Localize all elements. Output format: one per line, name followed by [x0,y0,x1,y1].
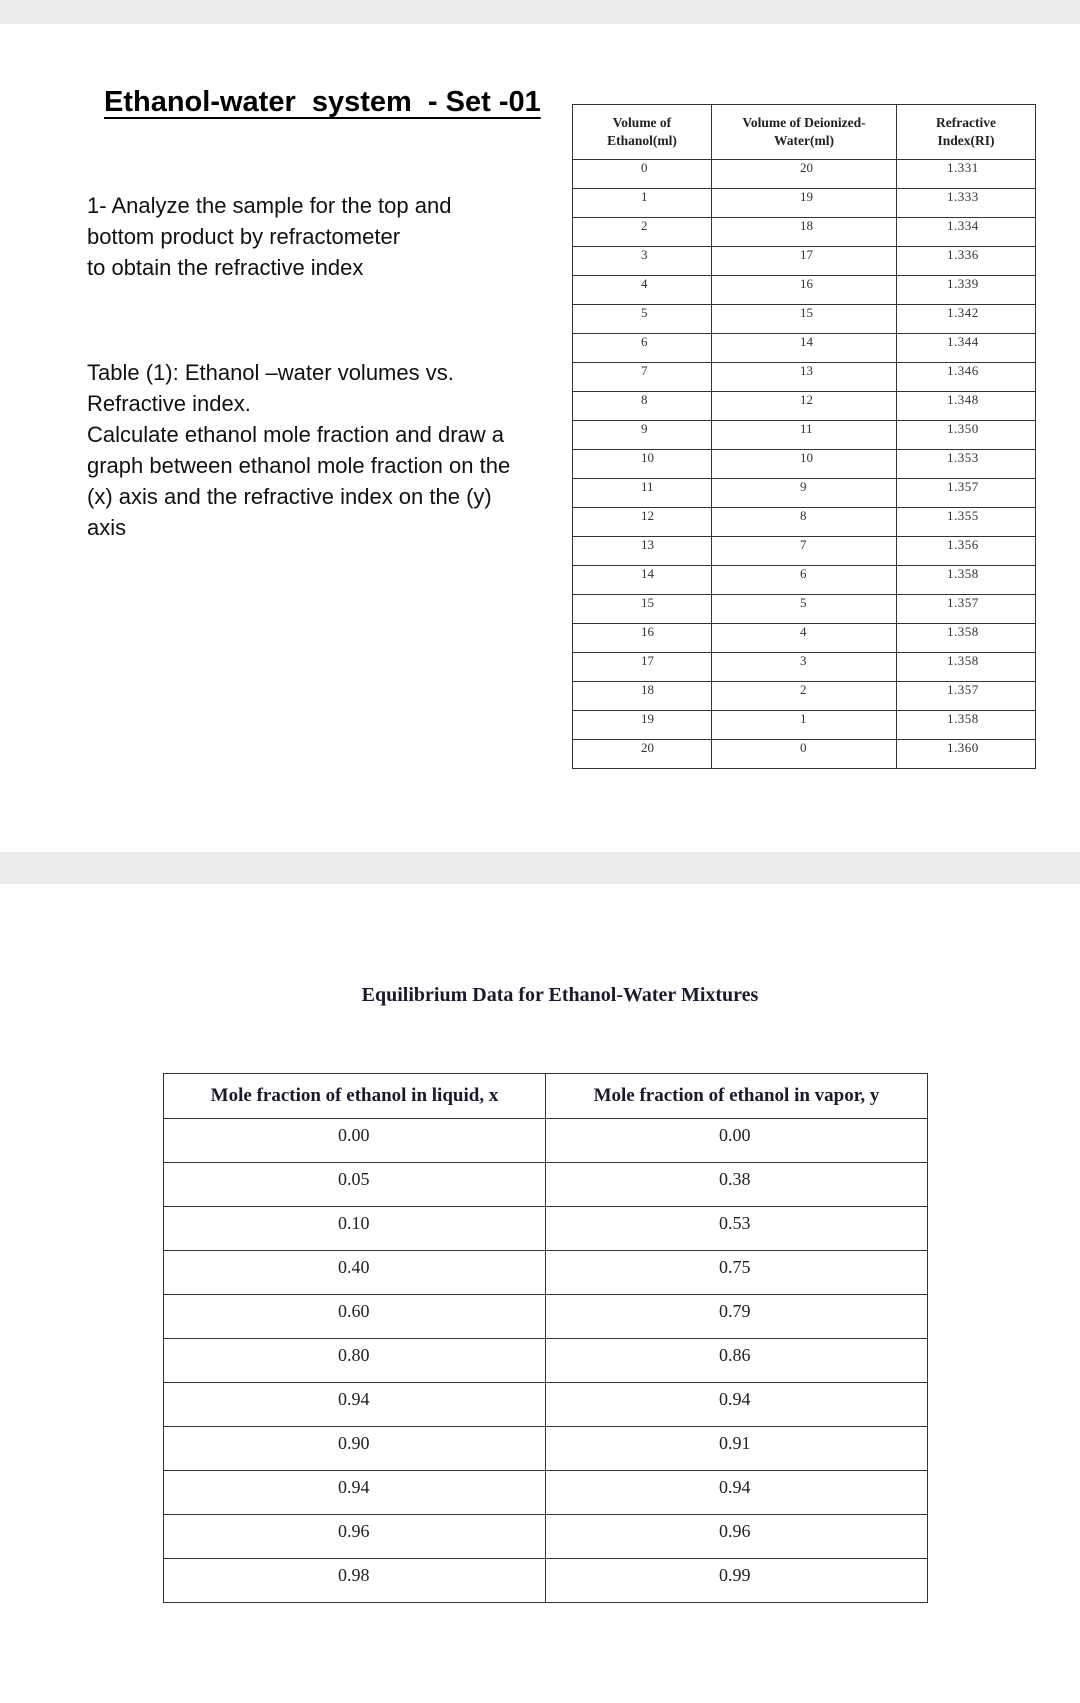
cell-ethanol-volume: 1 [573,189,712,218]
cell-vapor-mole-fraction: 0.53 [546,1207,928,1251]
cell-water-volume: 10 [712,450,897,479]
table-row [164,1295,928,1339]
instruction-text: 1- Analyze the sample for the top and bottom product by refractometer to obtain the refractive index [87,193,452,280]
cell-water-volume: 2 [712,682,897,711]
cell-ethanol-volume: 19 [573,711,712,740]
cell-refractive-index: 1.358 [897,711,1036,740]
cell-water-volume: 15 [712,305,897,334]
cell-refractive-index: 1.358 [897,566,1036,595]
cell-vapor-mole-fraction: 0.86 [546,1339,928,1383]
table-row [164,1207,928,1251]
table-row [164,1515,928,1559]
table-row [573,421,1036,450]
cell-vapor-mole-fraction: 0.94 [546,1383,928,1427]
cell-water-volume: 11 [712,421,897,450]
table-header-row [164,1074,928,1119]
cell-water-volume: 13 [712,363,897,392]
table-row [164,1427,928,1471]
cell-refractive-index: 1.334 [897,218,1036,247]
page-title: Ethanol-water system - Set -01 [104,86,541,118]
cell-water-volume: 18 [712,218,897,247]
table-row [573,305,1036,334]
header-vapor-mole-fraction: Mole fraction of ethanol in vapor, y [546,1074,928,1119]
cell-refractive-index: 1.353 [897,450,1036,479]
table-row [164,1559,928,1603]
cell-water-volume: 14 [712,334,897,363]
cell-water-volume: 17 [712,247,897,276]
cell-refractive-index: 1.357 [897,595,1036,624]
table-row [573,479,1036,508]
cell-water-volume: 12 [712,392,897,421]
table-row [573,566,1036,595]
cell-refractive-index: 1.357 [897,479,1036,508]
cell-refractive-index: 1.348 [897,392,1036,421]
table-row [164,1339,928,1383]
table-row [573,595,1036,624]
header-liquid-mole-fraction: Mole fraction of ethanol in liquid, x [164,1074,546,1119]
table-row [573,392,1036,421]
cell-water-volume: 4 [712,624,897,653]
table-caption-text: Table (1): Ethanol –water volumes vs. Refractive index. Calculate ethanol mole fraction and draw a graph between ethanol mole fraction on the (x) axis and the refractive index on the (y) axis [87,360,511,540]
cell-refractive-index: 1.344 [897,334,1036,363]
table-row [164,1163,928,1207]
header-refractive-index: Refractive Index(RI) [897,105,1036,160]
cell-refractive-index: 1.358 [897,653,1036,682]
cell-liquid-mole-fraction: 0.90 [164,1427,546,1471]
cell-water-volume: 7 [712,537,897,566]
cell-ethanol-volume: 4 [573,276,712,305]
table-row [573,682,1036,711]
cell-refractive-index: 1.360 [897,740,1036,769]
top-background-band [0,0,1080,24]
table-row [573,624,1036,653]
table-row [573,450,1036,479]
table-row [573,160,1036,189]
cell-liquid-mole-fraction: 0.96 [164,1515,546,1559]
cell-refractive-index: 1.331 [897,160,1036,189]
table-row [573,363,1036,392]
equilibrium-table [163,1073,928,1603]
cell-refractive-index: 1.339 [897,276,1036,305]
cell-liquid-mole-fraction: 0.10 [164,1207,546,1251]
table-row [573,276,1036,305]
cell-water-volume: 16 [712,276,897,305]
cell-ethanol-volume: 0 [573,160,712,189]
table-row [164,1471,928,1515]
table-row [164,1251,928,1295]
table-row [573,334,1036,363]
cell-refractive-index: 1.350 [897,421,1036,450]
cell-liquid-mole-fraction: 0.94 [164,1383,546,1427]
cell-ethanol-volume: 5 [573,305,712,334]
cell-water-volume: 6 [712,566,897,595]
cell-vapor-mole-fraction: 0.99 [546,1559,928,1603]
cell-ethanol-volume: 3 [573,247,712,276]
table-row [573,740,1036,769]
cell-refractive-index: 1.346 [897,363,1036,392]
cell-ethanol-volume: 12 [573,508,712,537]
cell-ethanol-volume: 7 [573,363,712,392]
cell-ethanol-volume: 11 [573,479,712,508]
table-row [573,189,1036,218]
cell-water-volume: 3 [712,653,897,682]
cell-refractive-index: 1.342 [897,305,1036,334]
cell-vapor-mole-fraction: 0.79 [546,1295,928,1339]
cell-vapor-mole-fraction: 0.75 [546,1251,928,1295]
table-row [573,537,1036,566]
cell-liquid-mole-fraction: 0.60 [164,1295,546,1339]
page-divider-band [0,852,1080,884]
table-row [573,508,1036,537]
cell-vapor-mole-fraction: 0.94 [546,1471,928,1515]
equilibrium-title: Equilibrium Data for Ethanol-Water Mixtures [361,984,759,1006]
cell-water-volume: 9 [712,479,897,508]
cell-water-volume: 5 [712,595,897,624]
cell-liquid-mole-fraction: 0.00 [164,1119,546,1163]
table-row [573,218,1036,247]
refractive-index-table [572,104,1036,769]
cell-refractive-index: 1.333 [897,189,1036,218]
cell-water-volume: 0 [712,740,897,769]
cell-water-volume: 20 [712,160,897,189]
cell-ethanol-volume: 8 [573,392,712,421]
cell-liquid-mole-fraction: 0.98 [164,1559,546,1603]
cell-liquid-mole-fraction: 0.05 [164,1163,546,1207]
cell-vapor-mole-fraction: 0.00 [546,1119,928,1163]
table-row [573,653,1036,682]
cell-ethanol-volume: 2 [573,218,712,247]
cell-refractive-index: 1.336 [897,247,1036,276]
cell-ethanol-volume: 6 [573,334,712,363]
cell-water-volume: 1 [712,711,897,740]
cell-water-volume: 8 [712,508,897,537]
cell-ethanol-volume: 20 [573,740,712,769]
table-row [164,1119,928,1163]
cell-liquid-mole-fraction: 0.94 [164,1471,546,1515]
cell-ethanol-volume: 10 [573,450,712,479]
cell-ethanol-volume: 16 [573,624,712,653]
cell-ethanol-volume: 15 [573,595,712,624]
cell-refractive-index: 1.356 [897,537,1036,566]
cell-refractive-index: 1.357 [897,682,1036,711]
cell-ethanol-volume: 9 [573,421,712,450]
header-ethanol-volume: Volume of Ethanol(ml) [573,105,712,160]
table-row [164,1383,928,1427]
header-water-volume: Volume of Deionized- Water(ml) [712,105,897,160]
table-row [573,247,1036,276]
cell-ethanol-volume: 13 [573,537,712,566]
cell-ethanol-volume: 17 [573,653,712,682]
cell-liquid-mole-fraction: 0.40 [164,1251,546,1295]
cell-refractive-index: 1.355 [897,508,1036,537]
cell-refractive-index: 1.358 [897,624,1036,653]
cell-ethanol-volume: 14 [573,566,712,595]
cell-ethanol-volume: 18 [573,682,712,711]
cell-vapor-mole-fraction: 0.96 [546,1515,928,1559]
cell-vapor-mole-fraction: 0.38 [546,1163,928,1207]
table-row [573,711,1036,740]
cell-vapor-mole-fraction: 0.91 [546,1427,928,1471]
cell-water-volume: 19 [712,189,897,218]
table-header-row [573,105,1036,160]
cell-liquid-mole-fraction: 0.80 [164,1339,546,1383]
